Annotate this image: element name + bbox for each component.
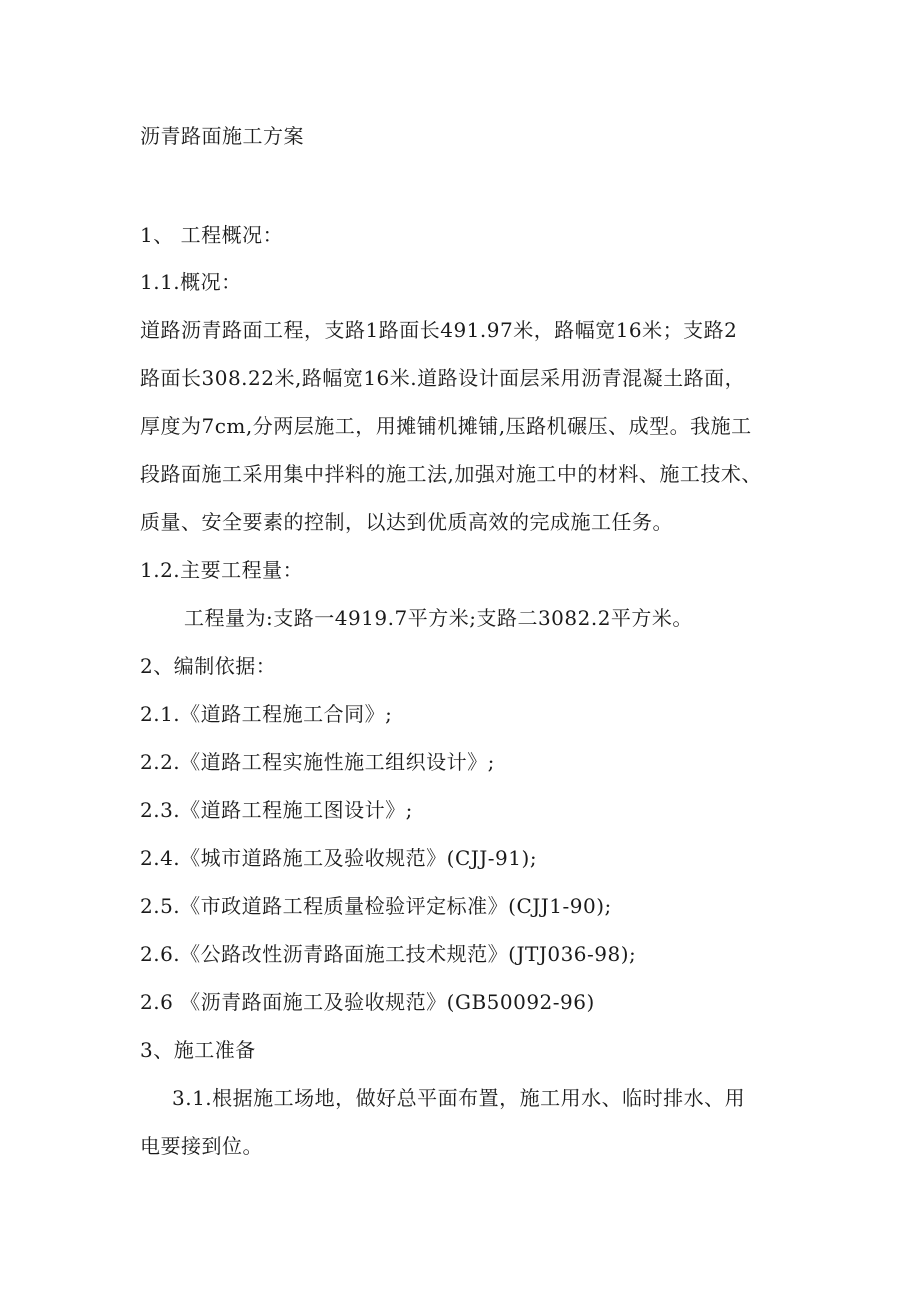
- section-3-heading: 3、施工准备: [140, 1038, 256, 1062]
- reference-item-2-1: 2.1.《道路工程施工合同》;: [140, 702, 393, 726]
- section-1-heading: 1、 工程概况：: [140, 223, 284, 247]
- reference-item-2-2: 2.2.《道路工程实施性施工组织设计》;: [140, 750, 495, 774]
- reference-item-2-6b: 2.6 《沥青路面施工及验收规范》(GB50092-96): [140, 990, 595, 1014]
- overview-paragraph-line-3: 厚度为7cm,分两层施工，用摊铺机摊铺,压路机碾压、成型。我施工: [140, 414, 752, 438]
- document-title: 沥青路面施工方案: [140, 124, 304, 148]
- overview-paragraph-line-4: 段路面施工采用集中拌料的施工法,加强对施工中的材料、施工技术、: [140, 462, 762, 486]
- reference-item-2-5: 2.5.《市政道路工程质量检验评定标准》(CJJ1-90);: [140, 894, 612, 918]
- reference-item-2-3: 2.3.《道路工程施工图设计》;: [140, 798, 413, 822]
- reference-item-2-6a: 2.6.《公路改性沥青路面施工技术规范》(JTJ036-98);: [140, 942, 637, 966]
- overview-paragraph-line-5: 质量、安全要素的控制，以达到优质高效的完成施工任务。: [140, 510, 673, 534]
- subsection-1-2-heading: 1.2.主要工程量：: [140, 558, 304, 582]
- section-2-heading: 2、编制依据：: [140, 654, 277, 678]
- quantity-paragraph: 工程量为:支路一4919.7平方米;支路二3082.2平方米。: [184, 606, 693, 630]
- reference-item-2-4: 2.4.《城市道路施工及验收规范》(CJJ-91);: [140, 846, 538, 870]
- preparation-paragraph-line-1: 3.1.根据施工场地，做好总平面布置，施工用水、临时排水、用: [172, 1086, 746, 1110]
- subsection-1-1-heading: 1.1.概况：: [140, 270, 242, 294]
- overview-paragraph-line-2: 路面长308.22米,路幅宽16米.道路设计面层采用沥青混凝土路面，: [140, 366, 746, 390]
- overview-paragraph-line-1: 道路沥青路面工程，支路1路面长491.97米，路幅宽16米；支路2: [140, 318, 738, 342]
- preparation-paragraph-line-2: 电要接到位。: [140, 1134, 263, 1158]
